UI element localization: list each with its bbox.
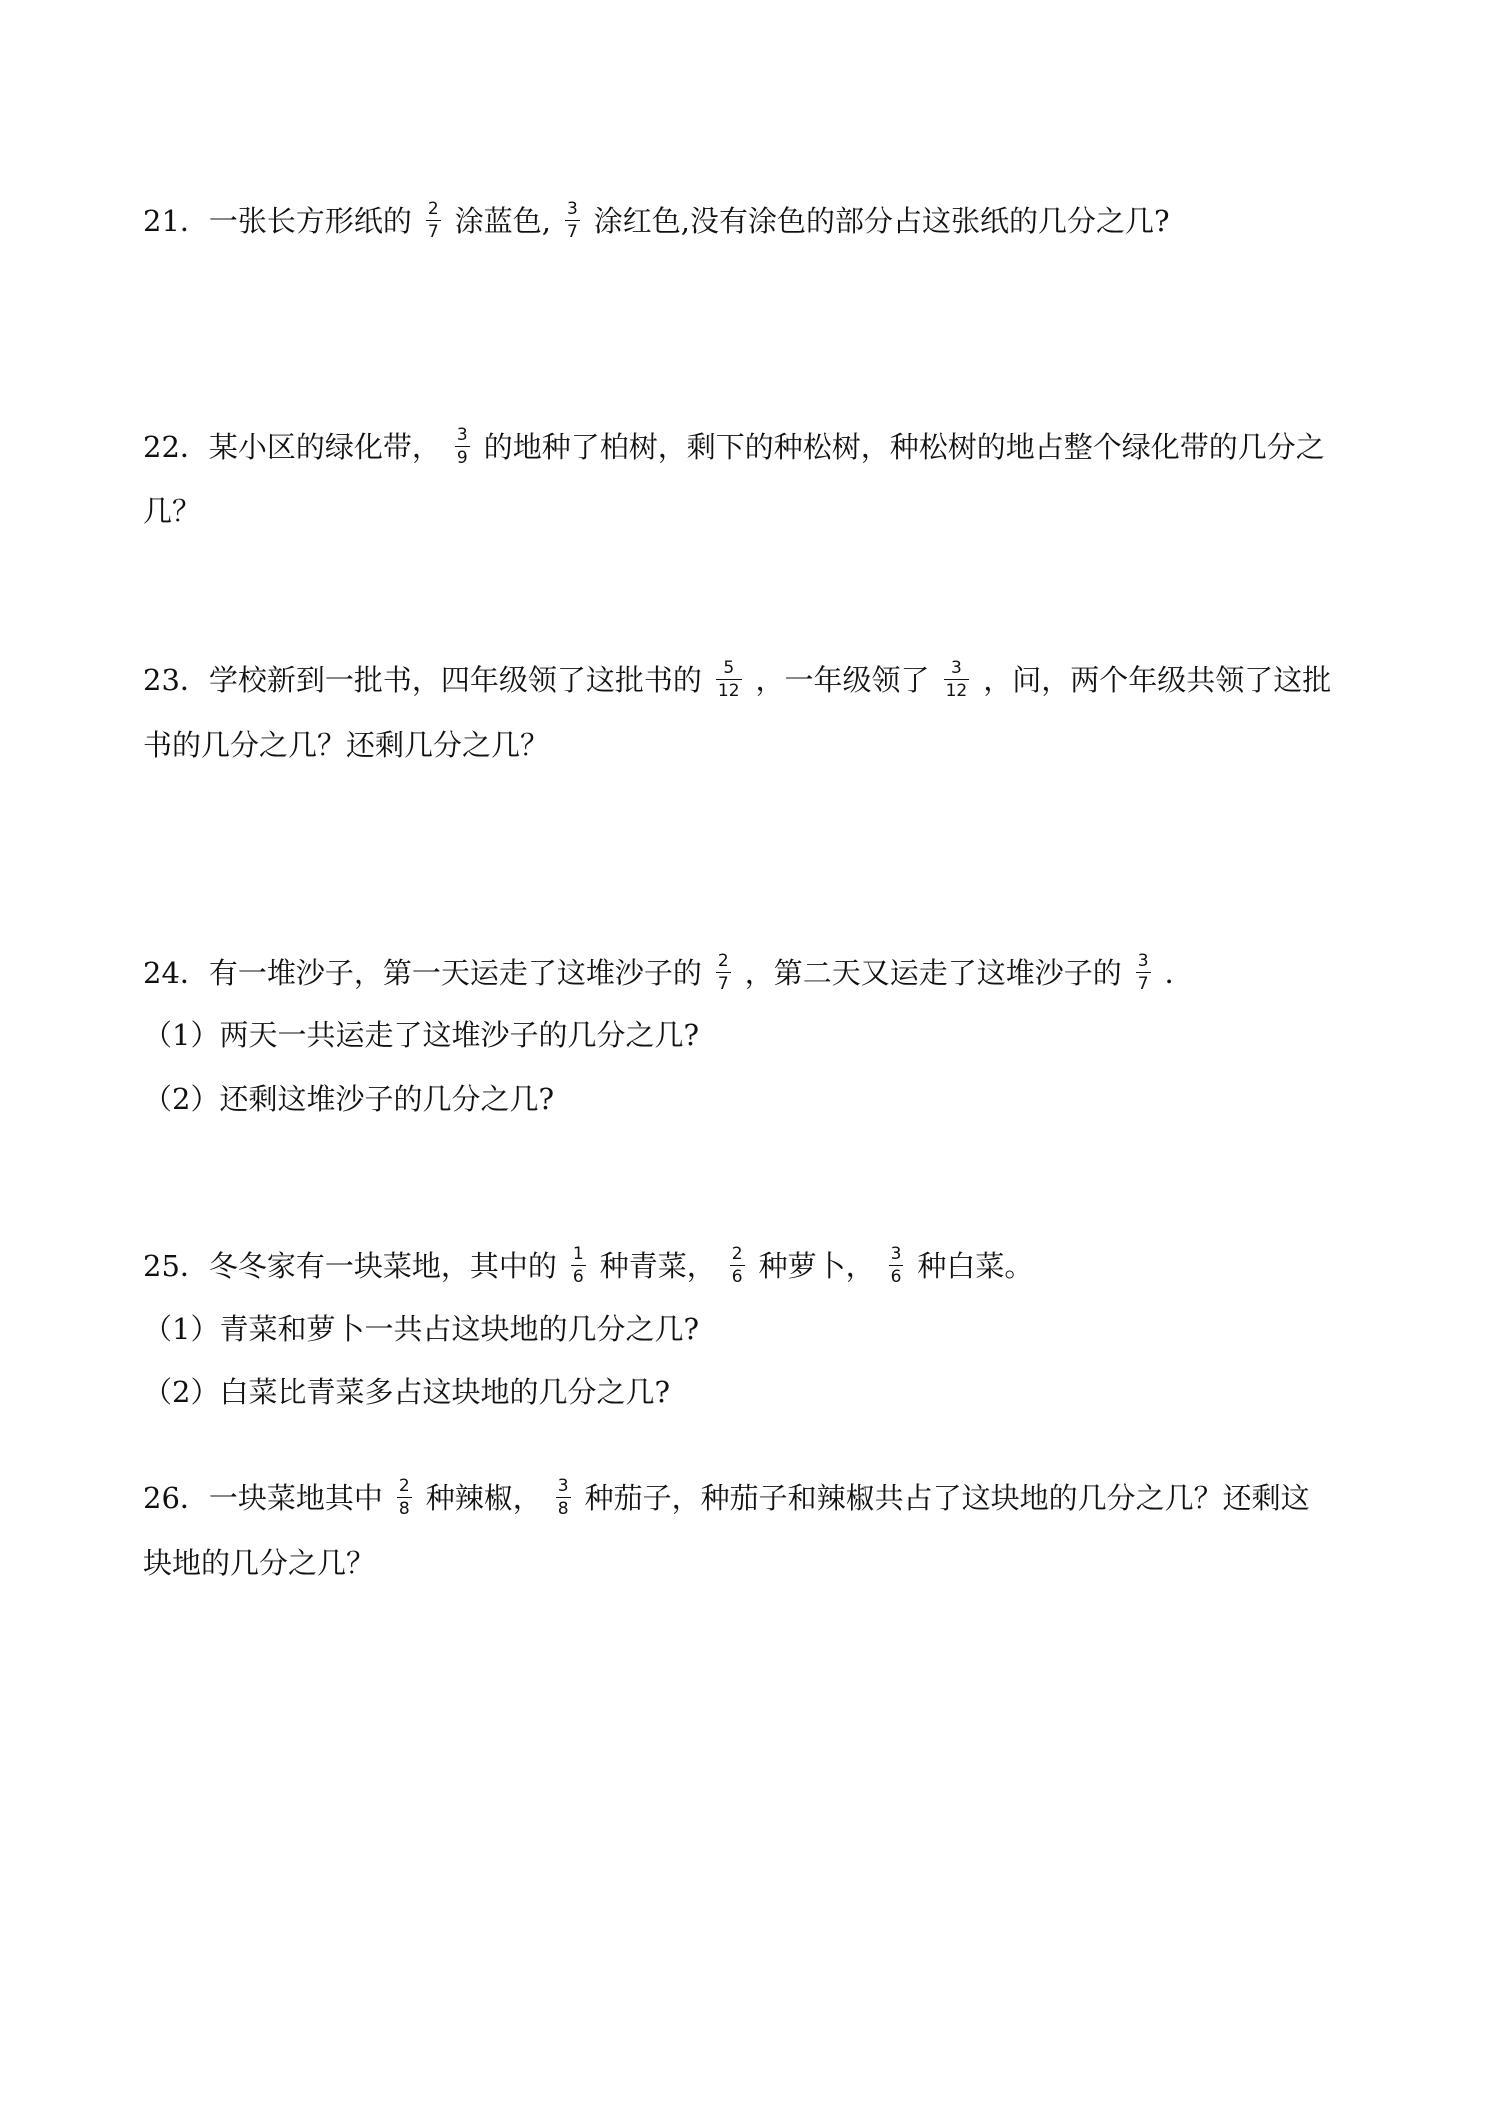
fraction-denominator: 7 (427, 222, 439, 242)
question-text: 22．某小区的绿化带， (143, 429, 441, 464)
fraction-numerator: 3 (557, 1476, 569, 1496)
fraction-numerator: 2 (427, 199, 439, 219)
fraction-denominator: 7 (566, 222, 578, 242)
question-line (143, 1245, 1358, 1286)
fraction-denominator: 12 (717, 681, 740, 701)
fraction (556, 1477, 571, 1518)
fraction-numerator: 3 (456, 425, 468, 445)
question-line (143, 1543, 1358, 1583)
question-line (143, 1477, 1358, 1518)
question-text: 25．冬冬家有一块菜地，其中的 (143, 1248, 557, 1283)
question-text: ． (1164, 955, 1194, 990)
fraction (716, 659, 742, 700)
question-text: 23．学校新到一批书，四年级领了这批书的 (143, 662, 702, 697)
fraction (889, 1245, 904, 1286)
question-text: 21．一张长方形纸的 (143, 203, 412, 238)
fraction-numerator: 3 (1137, 951, 1149, 971)
question-text: 种青菜， (599, 1248, 716, 1283)
fraction (571, 1245, 586, 1286)
question-text: 24．有一堆沙子，第一天运走了这堆沙子的 (143, 955, 702, 990)
fraction-denominator: 8 (398, 1499, 410, 1519)
fraction-numerator: 3 (890, 1244, 902, 1264)
question-subpart (143, 1079, 1358, 1119)
fraction (455, 426, 470, 467)
question-line (143, 725, 1358, 765)
fraction (944, 659, 970, 700)
question-text: 涂蓝色, (454, 203, 551, 238)
question-text: ，第二天又运走了这堆沙子的 (744, 955, 1122, 990)
fraction-numerator: 3 (566, 199, 578, 219)
question-text: 书的几分之几？还剩几分之几？ (143, 728, 550, 762)
question-line (143, 491, 1358, 531)
question-text: ，问，两个年级共领了这批 (983, 662, 1332, 697)
fraction-denominator: 7 (1137, 974, 1149, 994)
fraction (426, 200, 441, 241)
fraction-denominator: 8 (557, 1499, 569, 1519)
fraction-denominator: 6 (572, 1267, 584, 1287)
fraction-numerator: 2 (398, 1476, 410, 1496)
question-line (143, 659, 1358, 700)
question-text: 的地种了柏树，剩下的种松树，种松树的地占整个绿化带的几分之 (483, 429, 1325, 464)
question-line (143, 200, 1358, 241)
fraction (397, 1477, 412, 1518)
question-text: 种白菜。 (917, 1248, 1034, 1283)
fraction-denominator: 9 (456, 448, 468, 468)
question-text: 种辣椒， (425, 1480, 542, 1515)
question-text: 种萝卜， (758, 1248, 875, 1283)
fraction-denominator: 12 (945, 681, 968, 701)
question-line (143, 426, 1358, 467)
fraction (1136, 952, 1151, 993)
fraction-numerator: 1 (572, 1244, 584, 1264)
fraction (730, 1245, 745, 1286)
question-text: （1）两天一共运走了这堆沙子的几分之几? (143, 1018, 699, 1052)
fraction-numerator: 2 (717, 951, 729, 971)
question-text: 块地的几分之几？ (143, 1546, 376, 1580)
question-subpart (143, 1309, 1358, 1349)
question-text: ，一年级领了 (755, 662, 930, 697)
fraction-denominator: 7 (717, 974, 729, 994)
fraction-denominator: 6 (890, 1267, 902, 1287)
question-text: （1）青菜和萝卜一共占这块地的几分之几? (143, 1312, 699, 1346)
fraction (565, 200, 580, 241)
question-text: （2）还剩这堆沙子的几分之几? (143, 1082, 554, 1116)
question-subpart (143, 1372, 1358, 1412)
question-text: 涂红色,没有涂色的部分占这张纸的几分之几? (593, 203, 1170, 238)
fraction (716, 952, 731, 993)
question-subpart (143, 1015, 1358, 1055)
fraction-denominator: 6 (731, 1267, 743, 1287)
question-text: 几？ (143, 494, 202, 528)
question-text: 种茄子，种茄子和辣椒共占了这块地的几分之几？还剩这 (584, 1480, 1310, 1515)
question-text: 26．一块菜地其中 (143, 1480, 383, 1515)
fraction-numerator: 5 (723, 658, 735, 678)
fraction-numerator: 3 (950, 658, 962, 678)
question-text: （2）白菜比青菜多占这块地的几分之几? (143, 1375, 670, 1409)
fraction-numerator: 2 (731, 1244, 743, 1264)
question-line (143, 952, 1358, 993)
